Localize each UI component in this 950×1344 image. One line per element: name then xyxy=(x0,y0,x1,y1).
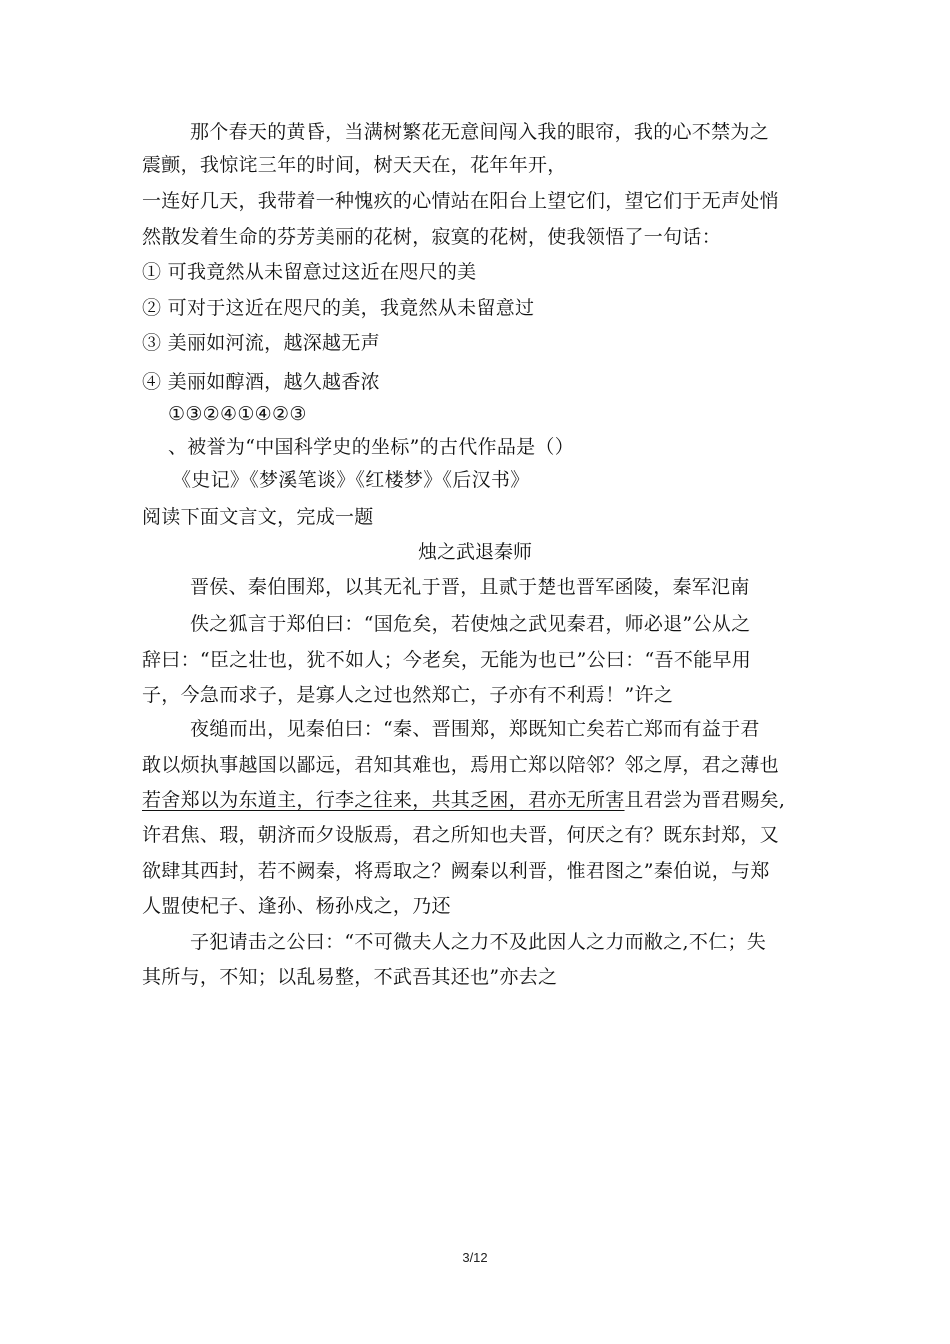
question-2-options: 《史记》《梦溪笔谈》《红楼梦》《后汉书》 xyxy=(172,469,530,491)
text-line-4: 然散发着生命的芬芳美丽的花树，寂寞的花树，使我领悟了一句话： xyxy=(142,226,722,248)
passage-paragraph-3-line-6: 人盟使杞子、逢孙、杨孙戍之，乃还 xyxy=(142,895,451,917)
answer-sequence: ①③②④①④②③ xyxy=(168,403,307,425)
passage-paragraph-2-line-1: 佚之狐言于郑伯曰：“国危矣，若使烛之武见秦君，师必退”公从之 xyxy=(190,613,751,635)
option-4: ④ 美丽如醇酒，越久越香浓 xyxy=(142,371,380,393)
passage-paragraph-2-line-3: 子，今急而求子，是寡人之过也然郑亡，子亦有不利焉！”许之 xyxy=(142,684,674,706)
question-2: 、被誉为“中国科学史的坐标”的古代作品是（） xyxy=(168,436,575,458)
passage-paragraph-3-line-5: 欲肆其西封，若不阙秦，将焉取之？阙秦以利晋，惟君图之”秦伯说，与郑 xyxy=(142,860,770,882)
passage-paragraph-3-line-2: 敢以烦执事越国以鄙远，君知其难也，焉用亡郑以陪邻？邻之厚，君之薄也 xyxy=(142,754,779,776)
reading-instruction: 阅读下面文言文，完成一题 xyxy=(142,506,374,528)
passage-text: 且君尝为晋君赐矣, xyxy=(624,789,786,811)
passage-paragraph-1: 晋侯、秦伯围郑，以其无礼于晋，且贰于楚也晋军函陵，秦军氾南 xyxy=(190,576,750,598)
passage-paragraph-3-line-1: 夜缒而出，见秦伯曰：“秦、晋围郑，郑既知亡矣若亡郑而有益于君 xyxy=(190,718,760,740)
passage-paragraph-4-line-1: 子犯请击之公曰：“不可微夫人之力不及此因人之力而敝之,不仁；失 xyxy=(190,931,767,953)
underlined-sentence: 若舍郑以为东道主，行李之往来，共其乏困，君亦无所害 xyxy=(142,789,625,811)
passage-paragraph-3-line-3 xyxy=(142,788,785,812)
option-2: ② 可对于这近在咫尺的美，我竟然从未留意过 xyxy=(142,297,535,319)
passage-paragraph-3-line-4: 许君焦、瑕，朝济而夕设版焉，君之所知也夫晋，何厌之有？既东封郑，又 xyxy=(142,824,779,846)
passage-paragraph-2-line-2: 辞曰：“臣之壮也，犹不如人；今老矣，无能为也已”公曰：“吾不能早用 xyxy=(142,649,752,671)
passage-paragraph-4-line-2: 其所与，不知；以乱易整，不武吾其还也”亦去之 xyxy=(142,966,558,988)
text-line-2: 震颤，我惊诧三年的时间，树天天在，花年年开， xyxy=(142,154,567,176)
passage-title: 烛之武退秦师 xyxy=(417,541,532,563)
text-line-1: 那个春天的黄昏，当满树繁花无意间闯入我的眼帘，我的心不禁为之 xyxy=(190,121,770,143)
option-1: ① 可我竟然从未留意过这近在咫尺的美 xyxy=(142,261,477,283)
text-line-3: 一连好几天，我带着一种愧疚的心情站在阳台上望它们，望它们于无声处悄 xyxy=(142,190,779,212)
option-3: ③ 美丽如河流，越深越无声 xyxy=(142,332,380,354)
page-number: 3/12 xyxy=(462,1250,488,1265)
